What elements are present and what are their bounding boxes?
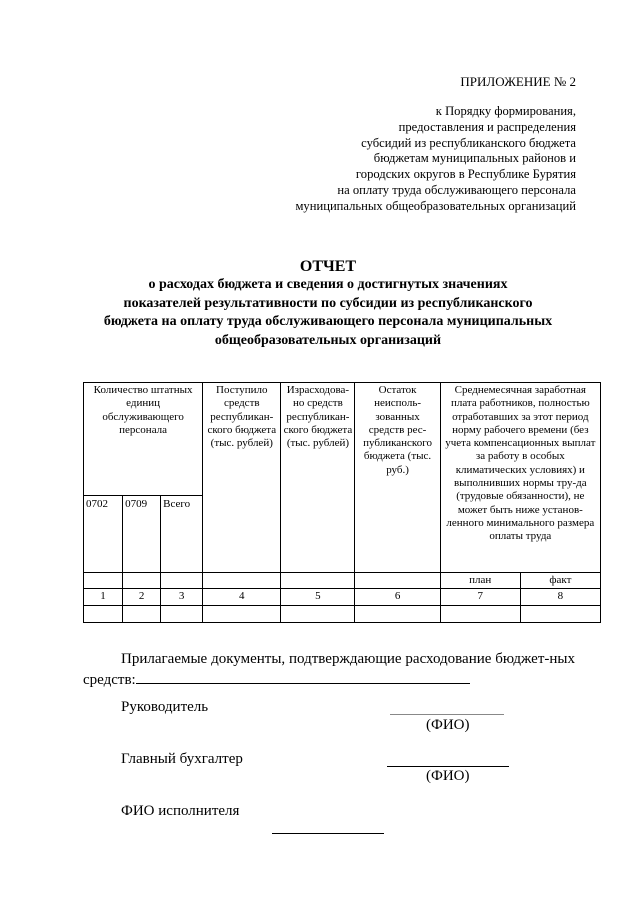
table-column-numbers-row xyxy=(84,589,601,605)
executor-signature-line xyxy=(272,833,384,834)
table-plan-fact-row xyxy=(84,573,601,589)
header-salary: Среднемесячная заработная плата работников, полностью отработавших за этот период норму рабочего времени (без учета компенсационных выплат за работу в особых климатических условиях) и выполнивших нормы тру-да (трудовые обязанности), не может быть ниже установ-ленного минимального размера оплаты труда xyxy=(440,383,600,573)
data-cell xyxy=(281,605,355,622)
header-fact: факт xyxy=(520,573,600,589)
column-number: 7 xyxy=(440,589,520,605)
empty-cell xyxy=(84,573,123,589)
appendix-line: муниципальных общеобразовательных организаций xyxy=(295,198,576,213)
table-header-row xyxy=(84,383,601,496)
attachments-blank-line xyxy=(136,669,470,684)
data-cell xyxy=(123,605,161,622)
data-cell xyxy=(84,605,123,622)
report-subtitle-line: о расходах бюджета и сведения о достигнутых значениях xyxy=(148,277,508,293)
report-subtitle-line: показателей результативности по субсидии из республиканского xyxy=(123,295,533,311)
report-title xyxy=(70,258,586,350)
accountant-signature-line xyxy=(387,766,509,767)
appendix-line: к Порядку формирования, xyxy=(435,104,576,118)
empty-cell xyxy=(161,573,203,589)
subheader-0709: 0709 xyxy=(123,496,161,573)
column-number: 5 xyxy=(281,589,355,605)
appendix-line: субсидий из республиканского бюджета xyxy=(361,135,576,150)
data-cell xyxy=(520,605,600,622)
column-number: 3 xyxy=(161,589,203,605)
report-heading: ОТЧЕТ xyxy=(299,258,357,275)
accountant-label: Главный бухгалтер xyxy=(121,751,243,767)
subheader-0702: 0702 xyxy=(84,496,123,573)
header-plan: план xyxy=(440,573,520,589)
empty-cell xyxy=(203,573,281,589)
empty-cell xyxy=(281,573,355,589)
attachments-paragraph xyxy=(83,650,575,690)
data-cell xyxy=(161,605,203,622)
report-subtitle-line: общеобразовательных организаций xyxy=(214,332,442,348)
appendix-title: ПРИЛОЖЕНИЕ № 2 xyxy=(460,74,576,89)
data-cell xyxy=(203,605,281,622)
column-number: 2 xyxy=(123,589,161,605)
header-remaining: Остаток неисполь-зованных средств рес-публиканского бюджета (тыс. руб.) xyxy=(355,383,440,573)
appendix-line: городских округов в Республике Бурятия xyxy=(355,167,576,182)
appendix-line: предоставления и распределения xyxy=(398,119,576,134)
header-spent: Израсходова-но средств республикан-ского бюджета (тыс. рублей) xyxy=(281,383,355,573)
table-data-row xyxy=(84,605,601,622)
subheader-total: Всего xyxy=(161,496,203,573)
header-staff-units: Количество штатных единиц обслуживающего персонала xyxy=(84,383,203,496)
column-number: 6 xyxy=(355,589,440,605)
header-received: Поступило средств республикан-ского бюджета (тыс. рублей) xyxy=(203,383,281,573)
appendix-description xyxy=(236,104,576,215)
attachments-text: Прилагаемые документы, подтверждающие расходование бюджет-ных средств: xyxy=(83,651,575,688)
report-table xyxy=(83,382,601,623)
appendix-line: бюджетам муниципальных районов и xyxy=(373,151,576,166)
executor-label: ФИО исполнителя xyxy=(121,803,240,819)
empty-cell xyxy=(123,573,161,589)
head-fio-label: (ФИО) xyxy=(426,717,470,733)
column-number: 1 xyxy=(84,589,123,605)
accountant-fio-label: (ФИО) xyxy=(426,768,470,784)
empty-cell xyxy=(355,573,440,589)
head-label: Руководитель xyxy=(121,699,209,715)
head-signature-line xyxy=(390,714,504,715)
column-number: 4 xyxy=(203,589,281,605)
report-subtitle-line: бюджета на оплату труда обслуживающего персонала муниципальных xyxy=(103,314,553,330)
appendix-line: на оплату труда обслуживающего персонала xyxy=(337,182,576,197)
column-number: 8 xyxy=(520,589,600,605)
data-cell xyxy=(355,605,440,622)
data-cell xyxy=(440,605,520,622)
